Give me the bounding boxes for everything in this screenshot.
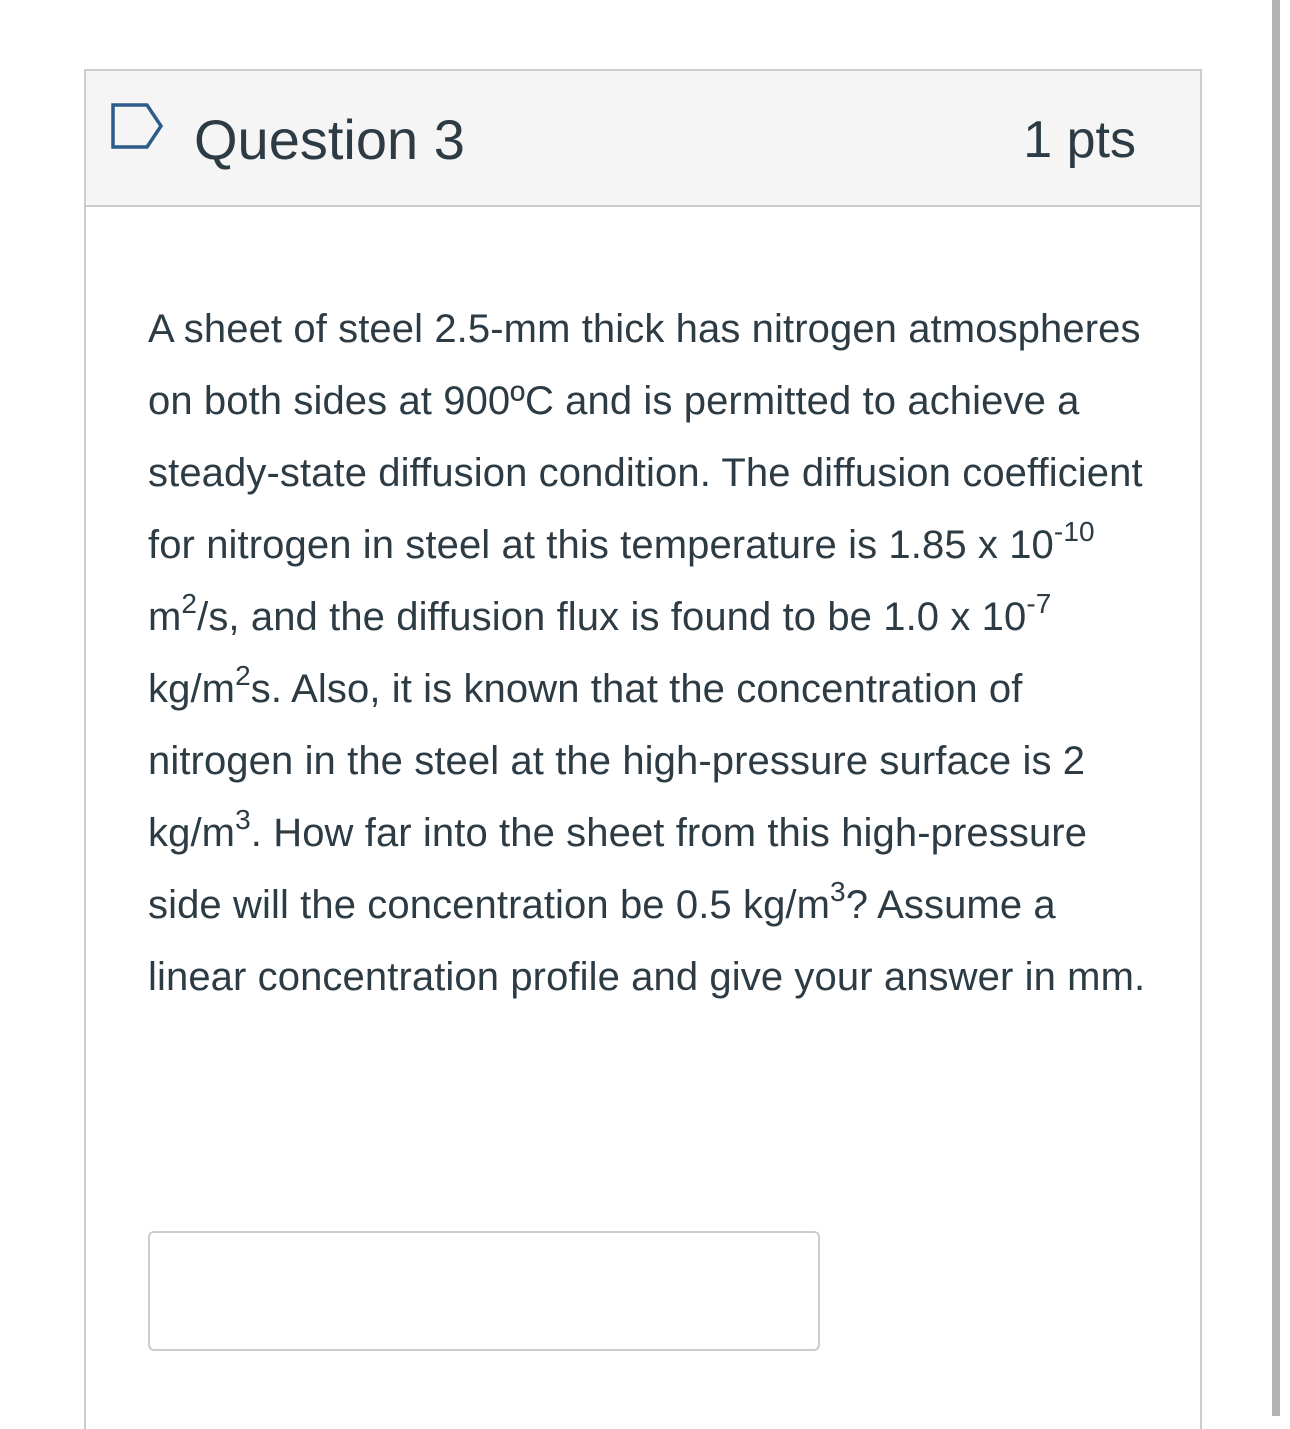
question-text-segment: s. Also, it is known that the concentration of nitrogen in the steel at the high-pressure surface is 2 kg/m xyxy=(148,667,1086,855)
question-text-segment: m xyxy=(148,595,182,639)
question-points: 1 pts xyxy=(1023,111,1136,169)
superscript: -10 xyxy=(1053,516,1095,548)
flag-outline-icon[interactable] xyxy=(111,103,163,149)
superscript: 2 xyxy=(235,660,251,692)
question-card xyxy=(84,69,1202,1429)
page-scrollbar[interactable] xyxy=(1272,0,1280,1416)
question-title: Question 3 xyxy=(194,108,465,171)
question-text xyxy=(148,293,1148,1013)
superscript: 2 xyxy=(181,588,198,620)
superscript: 3 xyxy=(830,876,846,908)
question-text-segment: /s, and the diffusion flux is found to be 1.0 x 10 xyxy=(197,595,1027,639)
answer-input[interactable] xyxy=(148,1231,820,1351)
superscript: 3 xyxy=(235,804,251,836)
question-text-segment: ? Assume a linear concentration profile and give your answer in mm. xyxy=(148,883,1146,999)
superscript: -7 xyxy=(1026,588,1052,620)
question-text-segment: A sheet of steel 2.5-mm thick has nitrogen atmospheres on both sides at 900ºC and is permitted to achieve a steady-state diffusion condition. The diffusion coefficient for nitrogen in steel at this temperature is 1.85 x 10 xyxy=(148,307,1143,567)
question-text-segment: . How far into the sheet from this high-pressure side will the concentration be 0.5 kg/m xyxy=(148,811,1088,927)
question-header xyxy=(86,71,1200,207)
question-text-segment: kg/m xyxy=(148,667,236,711)
